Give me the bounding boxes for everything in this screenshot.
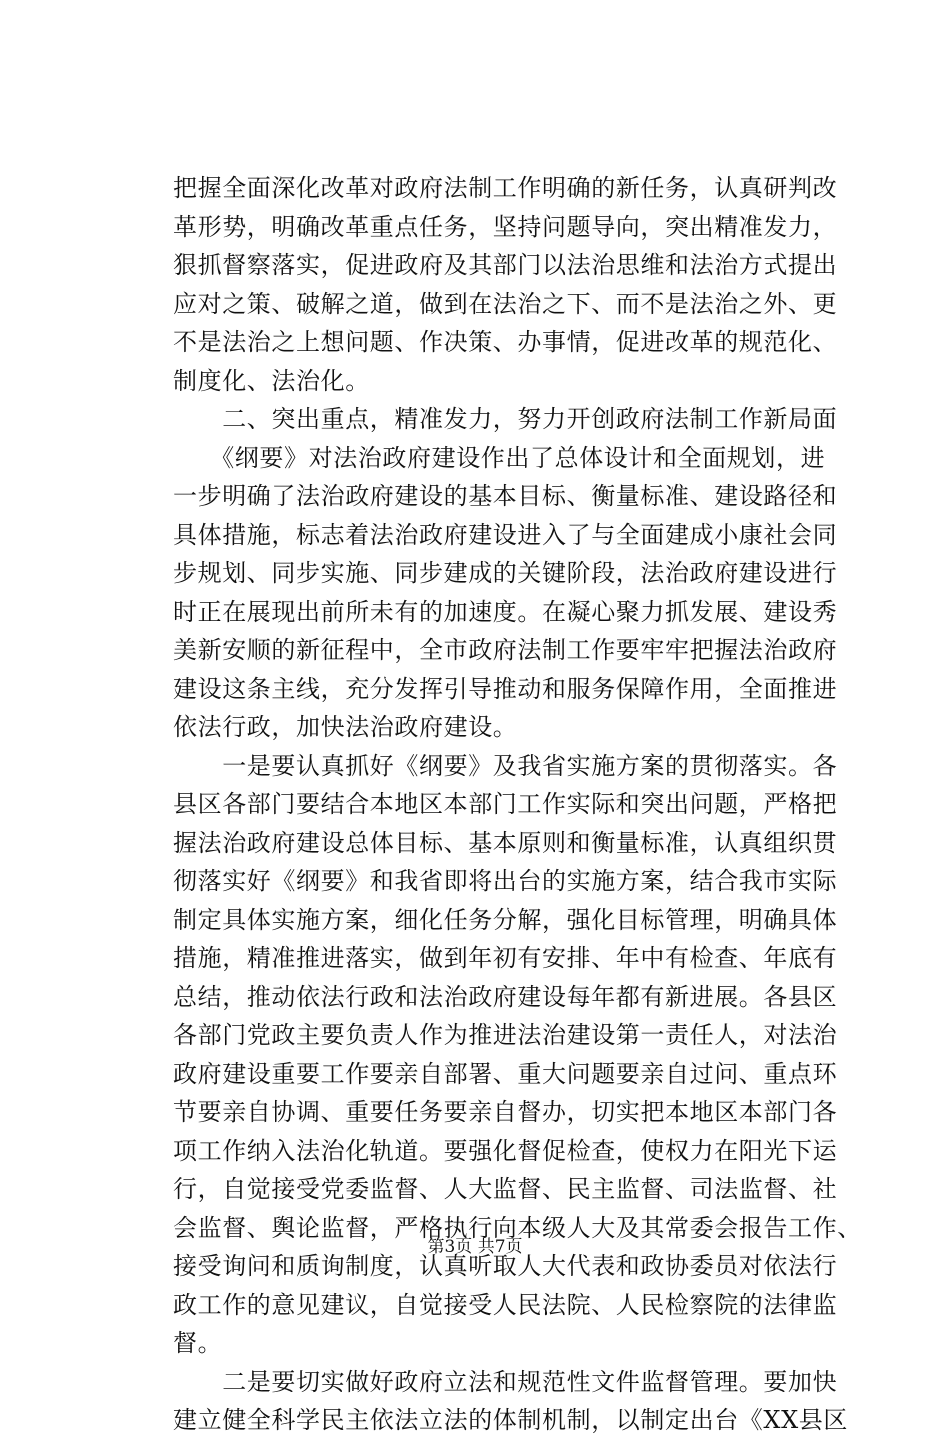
page-number-footer: 第3页 共7页 bbox=[427, 1237, 523, 1257]
text-line: 时正在展现出前所未有的加速度。在凝心聚力抓发展、建设秀 bbox=[173, 597, 838, 626]
text-line: 美新安顺的新征程中，全市政府法制工作要牢牢把握法治政府 bbox=[173, 636, 838, 664]
text-line: 革形势，明确改革重点任务，坚持问题导向，突出精准发力， bbox=[173, 212, 838, 241]
text-line: 建设这条主线，充分发挥引导推动和服务保障作用，全面推进 bbox=[173, 674, 838, 703]
text-line: 政工作的意见建议，自觉接受人民法院、人民检察院的法律监 bbox=[173, 1290, 838, 1319]
text-line: 接受询问和质询制度，认真听取人大代表和政协委员对依法行 bbox=[173, 1252, 838, 1280]
text-line: 把握全面深化改革对政府法制工作明确的新任务，认真研判改 bbox=[173, 174, 838, 202]
text-line: 县区各部门要结合本地区本部门工作实际和突出问题，严格把 bbox=[173, 790, 838, 818]
text-line: 督。 bbox=[173, 1329, 223, 1357]
text-line: 握法治政府建设总体目标、基本原则和衡量标准，认真组织贯 bbox=[173, 828, 838, 857]
text-line: 具体措施，标志着法治政府建设进入了与全面建成小康社会同 bbox=[173, 520, 838, 549]
text-line: 会监督、舆论监督，严格执行向本级人大及其常委会报告工作、 bbox=[173, 1213, 862, 1242]
text-line: 总结，推动依法行政和法治政府建设每年都有新进展。各县区 bbox=[173, 982, 838, 1011]
text-line: 制定具体实施方案，细化任务分解，强化目标管理，明确具体 bbox=[173, 905, 838, 934]
text-line: 行，自觉接受党委监督、人大监督、民主监督、司法监督、社 bbox=[173, 1175, 838, 1203]
text-line: 政府建设重要工作要亲自部署、重大问题要亲自过问、重点环 bbox=[173, 1059, 838, 1088]
text-line: 《纲要》对法治政府建设作出了总体设计和全面规划，进 bbox=[173, 443, 826, 472]
text-line: 应对之策、破解之道，做到在法治之下、而不是法治之外、更 bbox=[173, 289, 838, 318]
text-line: 措施，精准推进落实，做到年初有安排、年中有检查、年底有 bbox=[173, 944, 838, 972]
text-line: 彻落实好《纲要》和我省即将出台的实施方案，结合我市实际 bbox=[173, 867, 838, 895]
text-line: 一是要认真抓好《纲要》及我省实施方案的贯彻落实。各 bbox=[173, 751, 838, 780]
section-heading: 二、突出重点，精准发力，努力开创政府法制工作新局面 bbox=[173, 405, 838, 433]
text-line: 各部门党政主要负责人作为推进法治建设第一责任人，对法治 bbox=[173, 1021, 838, 1049]
text-line: 一步明确了法治政府建设的基本目标、衡量标准、建设路径和 bbox=[173, 482, 838, 510]
text-line: 步规划、同步实施、同步建成的关键阶段，法治政府建设进行 bbox=[173, 559, 838, 587]
text-line: 不是法治之上想问题、作决策、办事情，促进改革的规范化、 bbox=[173, 328, 838, 356]
text-line: 狠抓督察落实，促进政府及其部门以法治思维和法治方式提出 bbox=[173, 251, 838, 279]
text-line: 项工作纳入法治化轨道。要强化督促检查，使权力在阳光下运 bbox=[173, 1136, 838, 1165]
text-line: 依法行政，加快法治政府建设。 bbox=[173, 713, 518, 741]
text-line: 建立健全科学民主依法立法的体制机制，以制定出台《XX县区 bbox=[173, 1406, 848, 1434]
text-line: 节要亲自协调、重要任务要亲自督办，切实把本地区本部门各 bbox=[173, 1098, 838, 1126]
text-line: 二是要切实做好政府立法和规范性文件监督管理。要加快 bbox=[173, 1367, 838, 1396]
text-line: 制度化、法治化。 bbox=[173, 366, 370, 395]
